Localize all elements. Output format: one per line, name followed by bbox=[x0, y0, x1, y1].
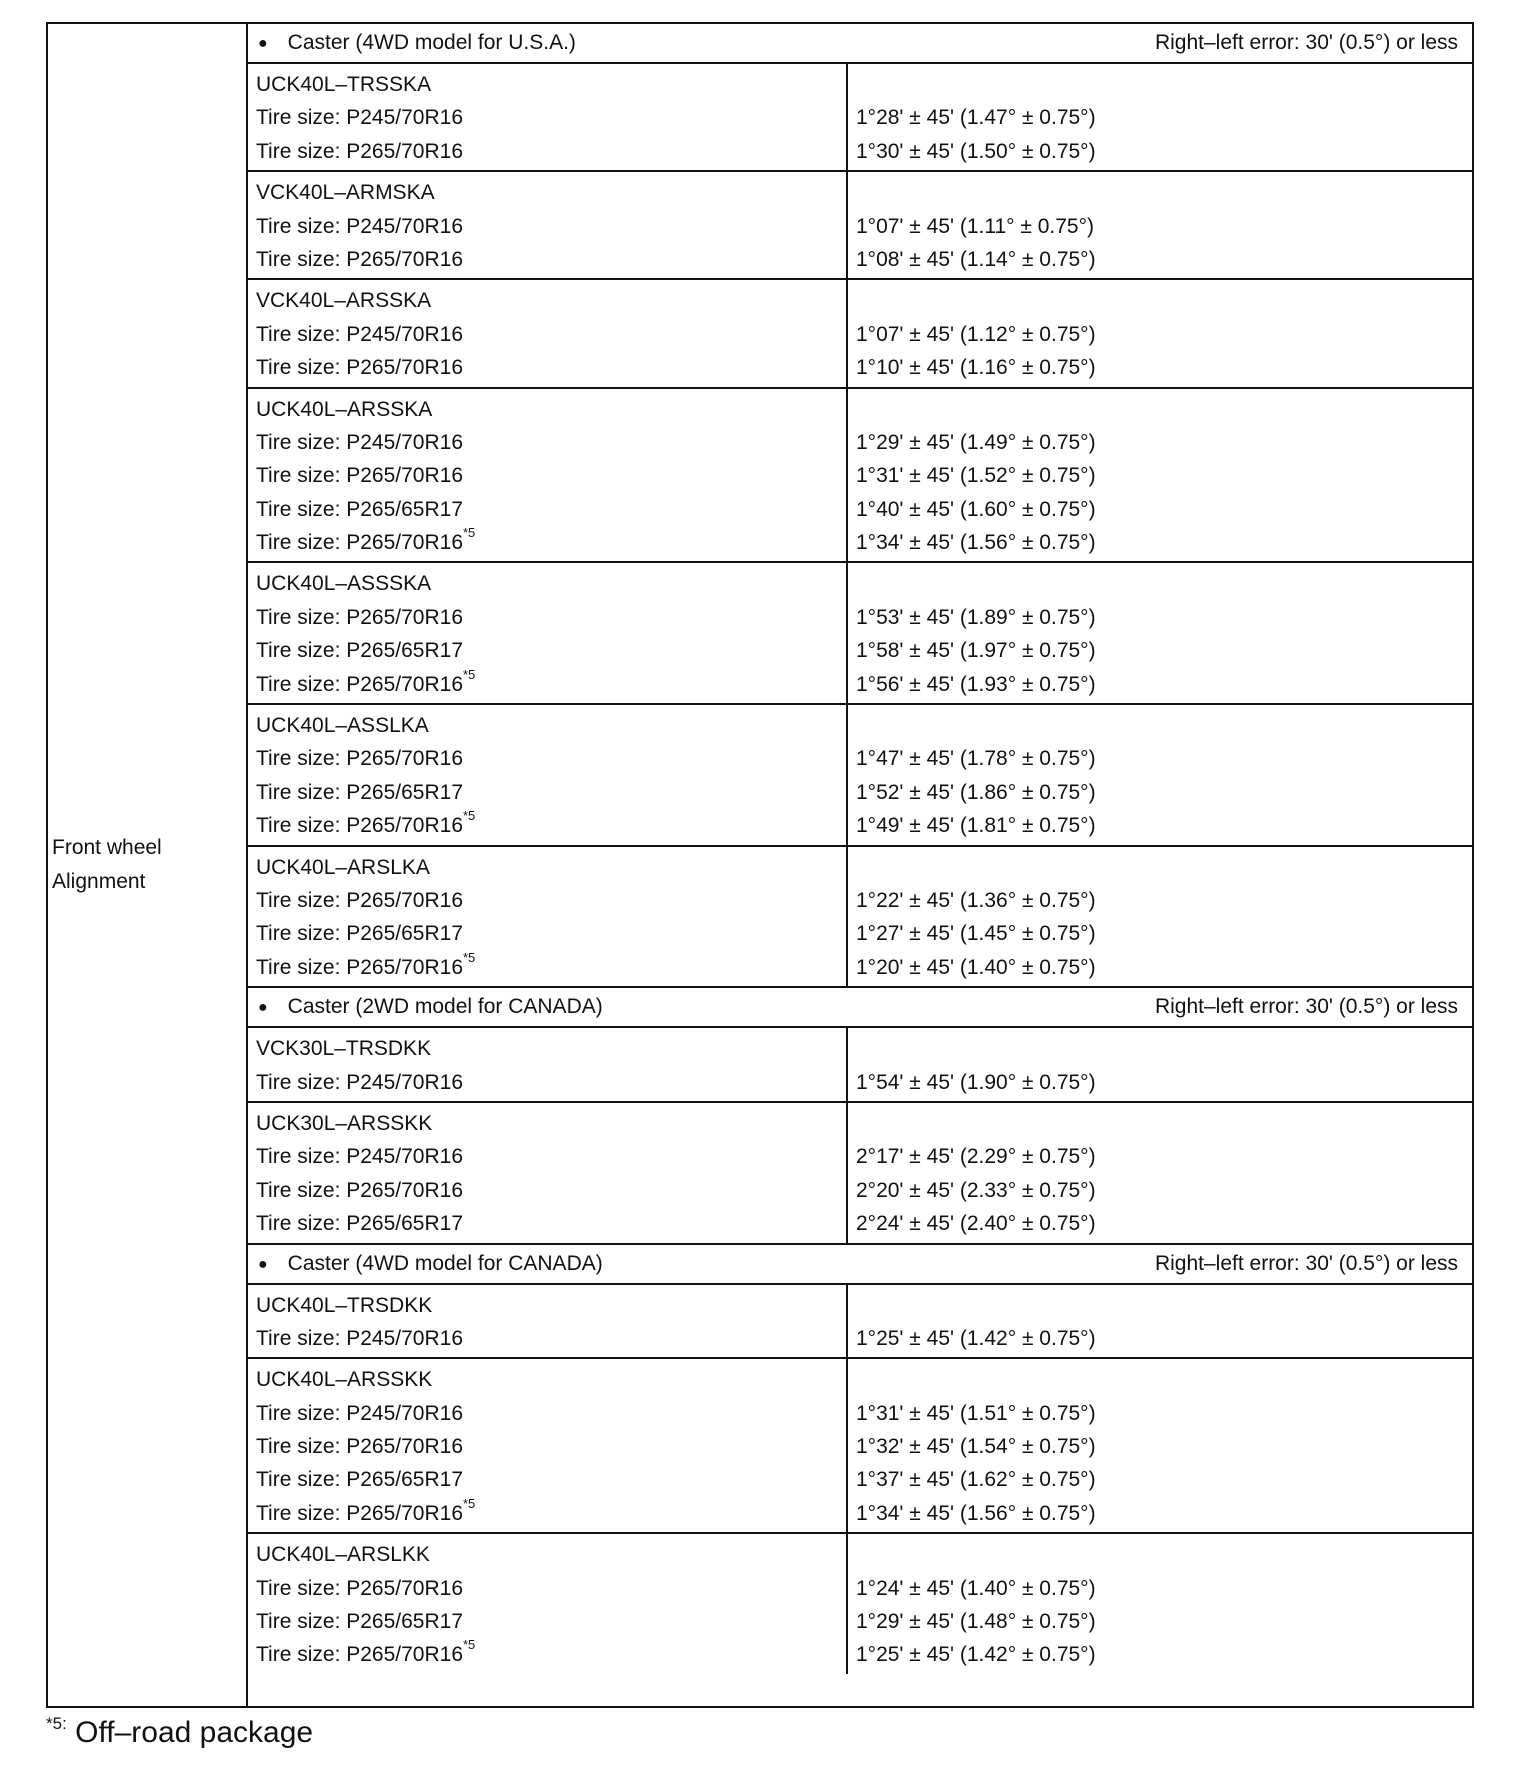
model-code: UCK40L–ARSLKK bbox=[256, 1543, 430, 1567]
blank-line bbox=[856, 851, 1472, 884]
caster-value: 1°32' ± 45' (1.54° ± 0.75°) bbox=[856, 1435, 1096, 1459]
model-spec-cell bbox=[248, 389, 848, 562]
tire-size-line bbox=[256, 318, 846, 351]
tire-size-line bbox=[256, 493, 846, 526]
blank-line bbox=[856, 567, 1472, 600]
tire-size: Tire size: P265/65R17 bbox=[256, 1610, 463, 1634]
model-code: UCK40L–ARSLKA bbox=[256, 855, 430, 879]
caster-value: 1°34' ± 45' (1.56° ± 0.75°) bbox=[856, 1501, 1096, 1525]
caster-value: 1°31' ± 45' (1.52° ± 0.75°) bbox=[856, 464, 1096, 488]
blank-line bbox=[856, 709, 1472, 742]
tire-size: Tire size: P265/70R16 bbox=[256, 1178, 463, 1202]
blank-line bbox=[856, 1289, 1472, 1322]
blank-line bbox=[856, 284, 1472, 317]
tire-size: Tire size: P265/65R17 bbox=[256, 1468, 463, 1492]
tire-size: Tire size: P265/70R16 bbox=[256, 814, 463, 838]
tire-size: Tire size: P265/70R16 bbox=[256, 888, 463, 912]
tire-size-line bbox=[256, 1174, 846, 1207]
spec-column bbox=[248, 24, 1472, 1706]
caster-value-cell bbox=[848, 1359, 1472, 1532]
tire-size: Tire size: P265/70R16 bbox=[256, 247, 463, 271]
caster-value: 1°22' ± 45' (1.36° ± 0.75°) bbox=[856, 888, 1096, 912]
caster-value: 1°31' ± 45' (1.51° ± 0.75°) bbox=[856, 1401, 1096, 1425]
tire-size: Tire size: P265/65R17 bbox=[256, 780, 463, 804]
tire-size: Tire size: P265/70R16 bbox=[256, 747, 463, 771]
section-heading bbox=[248, 24, 1472, 64]
tire-size-line bbox=[256, 601, 846, 634]
tire-size-line bbox=[256, 459, 846, 492]
caster-value: 1°47' ± 45' (1.78° ± 0.75°) bbox=[856, 747, 1096, 771]
tire-size: Tire size: P265/70R16 bbox=[256, 1501, 463, 1525]
model-row bbox=[248, 1359, 1472, 1534]
tire-size-line bbox=[256, 1605, 846, 1638]
tire-size: Tire size: P265/65R17 bbox=[256, 639, 463, 663]
footnote-ref: *5 bbox=[463, 666, 476, 682]
blank-line bbox=[856, 1032, 1472, 1065]
model-spec-cell bbox=[248, 280, 848, 386]
bullet-icon: ● bbox=[258, 1255, 268, 1273]
tire-size: Tire size: P265/70R16 bbox=[256, 605, 463, 629]
tire-size: Tire size: P265/70R16 bbox=[256, 672, 463, 696]
tire-size-line bbox=[256, 776, 846, 809]
caster-value: 1°08' ± 45' (1.14° ± 0.75°) bbox=[856, 247, 1096, 271]
caster-value: 1°07' ± 45' (1.11° ± 0.75°) bbox=[856, 214, 1095, 238]
tire-size-line bbox=[256, 917, 846, 950]
tire-size: Tire size: P265/70R16 bbox=[256, 1435, 463, 1459]
tire-size-line bbox=[256, 1397, 846, 1430]
blank-line bbox=[856, 1363, 1472, 1396]
blank-line bbox=[856, 1107, 1472, 1140]
model-code: UCK40L–ASSLKA bbox=[256, 714, 429, 738]
model-row bbox=[248, 389, 1472, 564]
caster-value: 1°52' ± 45' (1.86° ± 0.75°) bbox=[856, 780, 1096, 804]
caster-value: 1°29' ± 45' (1.49° ± 0.75°) bbox=[856, 430, 1096, 454]
section-heading bbox=[248, 1245, 1472, 1285]
section-title: Caster (4WD model for CANADA) bbox=[287, 1251, 603, 1275]
model-row bbox=[248, 705, 1472, 847]
tire-size-line bbox=[256, 1207, 846, 1240]
footnote-ref: *5 bbox=[463, 1495, 476, 1511]
section-title-wrap bbox=[258, 995, 603, 1019]
caster-spec-table bbox=[46, 22, 1474, 1708]
blank-line bbox=[856, 68, 1472, 101]
caster-value: 1°58' ± 45' (1.97° ± 0.75°) bbox=[856, 639, 1096, 663]
model-spec-cell bbox=[248, 1028, 848, 1101]
caster-value: 1°53' ± 45' (1.89° ± 0.75°) bbox=[856, 605, 1096, 629]
tire-size-line bbox=[256, 210, 846, 243]
model-code: VCK40L–ARMSKA bbox=[256, 181, 435, 205]
caster-value-cell bbox=[848, 172, 1472, 278]
caster-value: 1°10' ± 45' (1.16° ± 0.75°) bbox=[856, 356, 1096, 380]
tire-size: Tire size: P265/70R16 bbox=[256, 955, 463, 979]
right-left-error: Right–left error: 30' (0.5°) or less bbox=[1154, 31, 1458, 54]
section-title: Caster (2WD model for CANADA) bbox=[287, 995, 603, 1019]
footnote-ref: *5 bbox=[463, 1637, 476, 1653]
model-code: UCK40L–ARSSKA bbox=[256, 397, 433, 421]
caster-value: 1°34' ± 45' (1.56° ± 0.75°) bbox=[856, 531, 1096, 555]
footnote-ref: *5 bbox=[463, 808, 476, 824]
caster-value-cell bbox=[848, 1103, 1472, 1243]
tire-size: Tire size: P265/70R16 bbox=[256, 531, 463, 555]
caster-value: 1°07' ± 45' (1.12° ± 0.75°) bbox=[856, 322, 1096, 346]
right-left-error: Right–left error: 30' (0.5°) or less bbox=[1154, 1251, 1458, 1275]
blank-line bbox=[856, 1538, 1472, 1571]
tire-size: Tire size: P245/70R16 bbox=[256, 1145, 463, 1169]
caster-value: 1°37' ± 45' (1.62° ± 0.75°) bbox=[856, 1468, 1096, 1492]
model-spec-cell bbox=[248, 1285, 848, 1358]
model-spec-cell bbox=[248, 1359, 848, 1532]
section-title: Caster (4WD model for U.S.A.) bbox=[287, 31, 576, 54]
tire-size: Tire size: P245/70R16 bbox=[256, 322, 463, 346]
tire-size-line bbox=[256, 526, 846, 559]
caster-value-cell bbox=[848, 563, 1472, 703]
model-row bbox=[248, 64, 1472, 172]
footnote-ref: *5 bbox=[463, 525, 476, 541]
tire-size: Tire size: P265/70R16 bbox=[256, 1576, 463, 1600]
model-code: UCK40L–ASSSKA bbox=[256, 572, 432, 596]
tire-size-line bbox=[256, 1322, 846, 1355]
caster-value-cell bbox=[848, 1534, 1472, 1674]
tire-size-line bbox=[256, 426, 846, 459]
caster-value-cell bbox=[848, 389, 1472, 562]
caster-value-cell bbox=[848, 1028, 1472, 1101]
caster-value: 1°25' ± 45' (1.42° ± 0.75°) bbox=[856, 1326, 1096, 1350]
model-row bbox=[248, 1285, 1472, 1360]
caster-value: 1°29' ± 45' (1.48° ± 0.75°) bbox=[856, 1610, 1096, 1634]
tire-size: Tire size: P245/70R16 bbox=[256, 106, 463, 130]
caster-value: 1°25' ± 45' (1.42° ± 0.75°) bbox=[856, 1643, 1096, 1667]
tire-size-line bbox=[256, 951, 846, 984]
caster-value: 1°30' ± 45' (1.50° ± 0.75°) bbox=[856, 139, 1096, 163]
model-row bbox=[248, 563, 1472, 705]
tire-size-line bbox=[256, 243, 846, 276]
tire-size-line bbox=[256, 668, 846, 701]
model-spec-cell bbox=[248, 64, 848, 170]
caster-value: 1°28' ± 45' (1.47° ± 0.75°) bbox=[856, 106, 1096, 130]
bullet-icon: ● bbox=[258, 35, 268, 52]
caster-value: 2°20' ± 45' (2.33° ± 0.75°) bbox=[856, 1178, 1096, 1202]
tire-size-line bbox=[256, 1463, 846, 1496]
footnote-text: Off–road package bbox=[75, 1716, 314, 1749]
tire-size-line bbox=[256, 1497, 846, 1530]
model-spec-cell bbox=[248, 563, 848, 703]
model-row bbox=[248, 1103, 1472, 1245]
tire-size: Tire size: P265/65R17 bbox=[256, 497, 463, 521]
tire-size-line bbox=[256, 135, 846, 168]
caster-value: 1°40' ± 45' (1.60° ± 0.75°) bbox=[856, 497, 1096, 521]
model-row bbox=[248, 1028, 1472, 1103]
bullet-icon: ● bbox=[258, 999, 268, 1017]
footnote-marker: *5: bbox=[46, 1714, 67, 1733]
caster-value-cell bbox=[848, 1285, 1472, 1358]
model-code: UCK40L–ARSSKK bbox=[256, 1368, 433, 1392]
caster-value: 1°24' ± 45' (1.40° ± 0.75°) bbox=[856, 1576, 1096, 1600]
tire-size-line bbox=[256, 884, 846, 917]
model-code: UCK40L–TRSDKK bbox=[256, 1293, 433, 1317]
right-left-error: Right–left error: 30' (0.5°) or less bbox=[1154, 995, 1458, 1019]
tire-size: Tire size: P265/70R16 bbox=[256, 464, 463, 488]
caster-value: 2°17' ± 45' (2.29° ± 0.75°) bbox=[856, 1145, 1096, 1169]
caster-value: 1°54' ± 45' (1.90° ± 0.75°) bbox=[856, 1070, 1096, 1094]
blank-line bbox=[856, 176, 1472, 209]
model-spec-cell bbox=[248, 1103, 848, 1243]
tire-size-line bbox=[256, 1430, 846, 1463]
caster-value-cell bbox=[848, 64, 1472, 170]
tire-size-line bbox=[256, 634, 846, 667]
model-row bbox=[248, 280, 1472, 388]
tire-size-line bbox=[256, 1140, 846, 1173]
model-row bbox=[248, 172, 1472, 280]
tire-size-line bbox=[256, 101, 846, 134]
tire-size: Tire size: P245/70R16 bbox=[256, 214, 463, 238]
tire-size: Tire size: P245/70R16 bbox=[256, 1070, 463, 1094]
model-spec-cell bbox=[248, 705, 848, 845]
model-row bbox=[248, 1534, 1472, 1674]
tire-size-line bbox=[256, 809, 846, 842]
model-code: UCK40L–TRSSKA bbox=[256, 73, 432, 96]
tire-size-line bbox=[256, 1066, 846, 1099]
model-code: UCK30L–ARSSKK bbox=[256, 1111, 433, 1135]
footnote-ref: *5 bbox=[463, 949, 476, 965]
model-code: VCK30L–TRSDKK bbox=[256, 1037, 432, 1061]
model-spec-cell bbox=[248, 1534, 848, 1674]
footnote bbox=[46, 1716, 313, 1750]
tire-size: Tire size: P245/70R16 bbox=[256, 1326, 463, 1350]
caster-value-cell bbox=[848, 280, 1472, 386]
tire-size: Tire size: P265/70R16 bbox=[256, 139, 463, 163]
tire-size-line bbox=[256, 1638, 846, 1671]
caster-value: 1°20' ± 45' (1.40° ± 0.75°) bbox=[856, 955, 1096, 979]
section-title-wrap bbox=[258, 31, 576, 55]
model-row bbox=[248, 847, 1472, 989]
section-heading bbox=[248, 988, 1472, 1028]
model-spec-cell bbox=[248, 847, 848, 987]
tire-size: Tire size: P265/65R17 bbox=[256, 1212, 463, 1236]
tire-size: Tire size: P265/70R16 bbox=[256, 356, 463, 380]
caster-value-cell bbox=[848, 847, 1472, 987]
tire-size: Tire size: P245/70R16 bbox=[256, 430, 463, 454]
section-title-wrap bbox=[258, 1252, 603, 1276]
caster-value: 2°24' ± 45' (2.40° ± 0.75°) bbox=[856, 1212, 1096, 1236]
caster-value-cell bbox=[848, 705, 1472, 845]
caster-value: 1°27' ± 45' (1.45° ± 0.75°) bbox=[856, 922, 1096, 946]
model-code: VCK40L–ARSSKA bbox=[256, 289, 432, 313]
tire-size-line bbox=[256, 1572, 846, 1605]
front-wheel-alignment-label: Front wheel Alignment bbox=[52, 836, 162, 893]
model-spec-cell bbox=[248, 172, 848, 278]
tire-size-line bbox=[256, 742, 846, 775]
tire-size: Tire size: P265/70R16 bbox=[256, 1643, 463, 1667]
tire-size: Tire size: P245/70R16 bbox=[256, 1401, 463, 1425]
tire-size: Tire size: P265/65R17 bbox=[256, 922, 463, 946]
caster-value: 1°49' ± 45' (1.81° ± 0.75°) bbox=[856, 814, 1096, 838]
row-label-cell bbox=[48, 24, 248, 1706]
blank-line bbox=[856, 393, 1472, 426]
caster-value: 1°56' ± 45' (1.93° ± 0.75°) bbox=[856, 672, 1096, 696]
tire-size-line bbox=[256, 351, 846, 384]
